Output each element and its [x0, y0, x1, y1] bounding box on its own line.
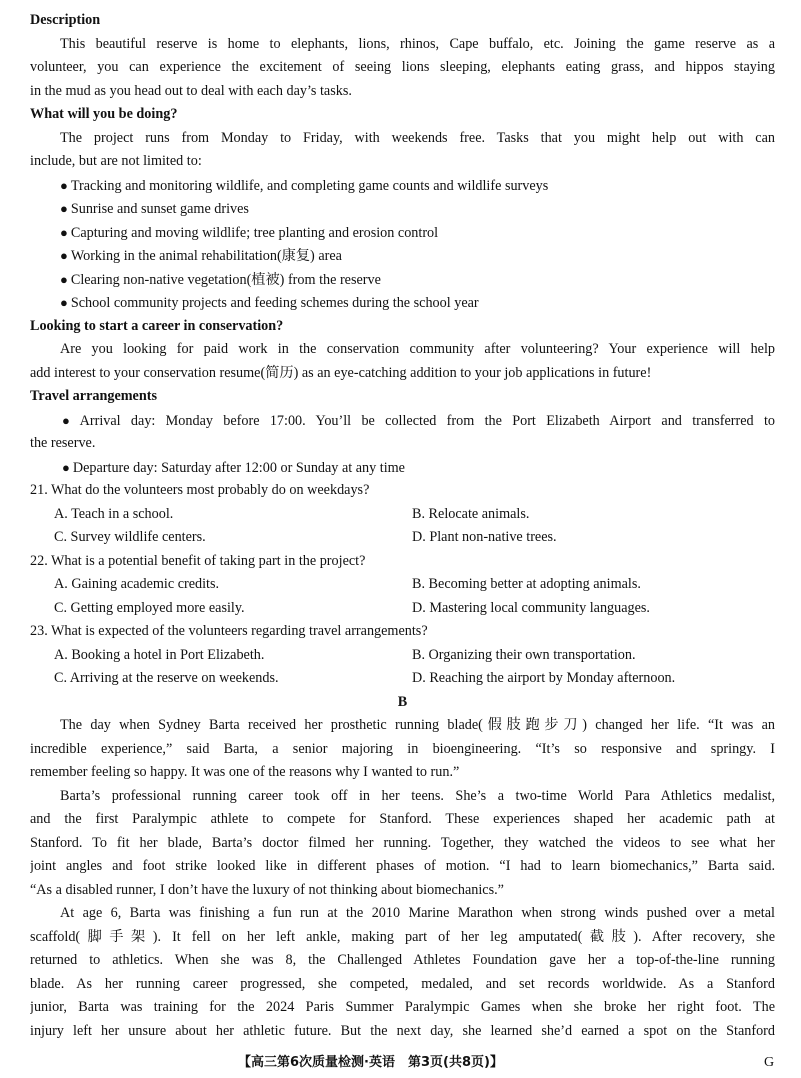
task-bullet-item: ● Sunrise and sunset game drives: [60, 201, 249, 217]
paragraph-line: add interest to your conservation resume(简历) as an eye-catching addition to your job applications in future!: [30, 364, 652, 381]
option-row: [30, 667, 775, 691]
bullet-icon: ●: [60, 295, 68, 310]
bullet-icon: ●: [62, 412, 77, 428]
bullet-icon: ●: [60, 248, 68, 263]
question-stem: 22. What is a potential benefit of taking part in the project?: [30, 552, 366, 569]
option-a[interactable]: A. Booking a hotel in Port Elizabeth.: [54, 646, 265, 663]
paragraph-line: returned to athletics. When she was 8, the Challenged Athletes Foundation gave her a top-of-the-line running: [30, 952, 775, 968]
paragraph-line: The project runs from Monday to Friday, with weekends free. Tasks that you might help out with can: [60, 129, 775, 146]
paragraph-line: remember feeling so happy. It was one of the reasons why I wanted to run.”: [30, 764, 460, 780]
option-row: [30, 573, 775, 597]
document-page: [30, 9, 775, 1043]
paragraph-line: scaffold(脚手架). It fell on her left ankle, making part of her leg amputated(截肢). After recovery, she: [30, 928, 775, 945]
arrival-bullet: ● Arrival day: Monday before 17:00. You’ll be collected from the Port Elizabeth Airport and transferred to: [62, 412, 775, 429]
option-a[interactable]: A. Gaining academic credits.: [54, 576, 220, 592]
paragraph-line: Are you looking for paid work in the conservation community after volunteering? Your experience will help: [60, 341, 775, 357]
paragraph-line: incredible experience,” said Barta, a senior majoring in bioengineering. “It’s so responsive and springy. I: [30, 740, 775, 757]
paragraph-line: “As a disabled runner, I don’t have the luxury of not thinking about biomechanics.”: [30, 881, 504, 898]
question-stem: 21. What do the volunteers most probably do on weekdays?: [30, 482, 370, 498]
option-d[interactable]: D. Plant non-native trees.: [412, 529, 557, 545]
paragraph-line: in the mud as you head out to deal with each day’s tasks.: [30, 82, 352, 99]
paragraph-line: The day when Sydney Barta received her prosthetic running blade(假肢跑步刀) changed her life. “It was an: [60, 717, 775, 733]
task-bullet-item: ● Clearing non-native vegetation(植被) from the reserve: [60, 271, 381, 288]
paragraph-line: At age 6, Barta was finishing a fun run at the 2010 Marine Marathon when strong winds pushed over a metal: [60, 905, 775, 921]
paragraph-line: the reserve.: [30, 435, 96, 451]
task-bullet-item: ● Capturing and moving wildlife; tree planting and erosion control: [60, 224, 439, 241]
paragraph-line: include, but are not limited to:: [30, 153, 202, 169]
paragraph-line: junior, Barta was training for the 2024 Paris Summer Paralympic Games when she broke her right foot. The: [30, 999, 775, 1015]
task-bullet-item: ● School community projects and feeding schemes during the school year: [60, 295, 479, 311]
option-row: [30, 597, 775, 621]
paragraph-line: volunteer, you can experience the excitement of seeing lions sleeping, elephants eating grass, and hippos staying: [30, 59, 775, 75]
option-d[interactable]: D. Reaching the airport by Monday afternoon.: [412, 670, 676, 686]
paragraph-line: blade. As her running career progressed, she competed, medaled, and set records worldwide. As a Stanford: [30, 975, 775, 992]
option-row: [30, 526, 775, 550]
option-c[interactable]: C. Getting employed more easily.: [54, 599, 245, 616]
option-b[interactable]: B. Organizing their own transportation.: [412, 646, 636, 663]
paragraph-line: injury left her unsure about her athletic future. But the next day, she learned she’d earned a spot on the Stanford: [30, 1022, 775, 1039]
travel-heading: Travel arrangements: [30, 388, 157, 404]
bullet-icon: ●: [60, 224, 68, 240]
bullet-icon: ●: [60, 177, 68, 193]
footer-title: 【高三第6次质量检测·英语 第3页(共8页)】: [238, 1055, 503, 1070]
option-c[interactable]: C. Arriving at the reserve on weekends.: [54, 670, 279, 686]
option-row: [30, 644, 775, 668]
page-footer: [0, 1052, 801, 1074]
option-d[interactable]: D. Mastering local community languages.: [412, 599, 650, 616]
option-b[interactable]: B. Relocate animals.: [412, 505, 530, 522]
task-bullet-item: ● Working in the animal rehabilitation(康复) area: [60, 248, 342, 264]
option-b[interactable]: B. Becoming better at adopting animals.: [412, 576, 641, 592]
paragraph-line: Stanford. To fit her blade, Barta’s doctor filmed her running. Together, they watched the videos to see what her: [30, 834, 775, 851]
bullet-icon: ●: [60, 271, 68, 287]
paragraph-line: This beautiful reserve is home to elephants, lions, rhinos, Cape buffalo, etc. Joining the game reserve as a: [60, 35, 775, 52]
departure-bullet: ● Departure day: Saturday after 12:00 or Sunday at any time: [62, 459, 405, 476]
option-a[interactable]: A. Teach in a school.: [54, 505, 174, 522]
paragraph-line: and the first Paralympic athlete to compete for Stanford. These experiences shaped her academic path at: [30, 811, 775, 827]
paragraph-line: Barta’s professional running career took off in her teens. She’s a two-time World Para Athletics medalist,: [60, 787, 775, 804]
question-stem: 23. What is expected of the volunteers regarding travel arrangements?: [30, 623, 428, 639]
section-b-label: B: [397, 693, 408, 710]
bullet-icon: ●: [62, 459, 70, 475]
task-bullet-item: ● Tracking and monitoring wildlife, and completing game counts and wildlife surveys: [60, 177, 549, 194]
option-row: [30, 503, 775, 527]
paragraph-line: joint angles and foot strike looked like in different phases of motion. “I had to learn biomechanics,” Barta said.: [30, 858, 775, 874]
description-heading: Description: [30, 12, 101, 28]
bullet-icon: ●: [60, 201, 68, 216]
doing-heading: What will you be doing?: [30, 106, 178, 122]
footer-code: G: [764, 1055, 775, 1070]
career-heading: Looking to start a career in conservation?: [30, 317, 284, 334]
option-c[interactable]: C. Survey wildlife centers.: [54, 529, 206, 545]
